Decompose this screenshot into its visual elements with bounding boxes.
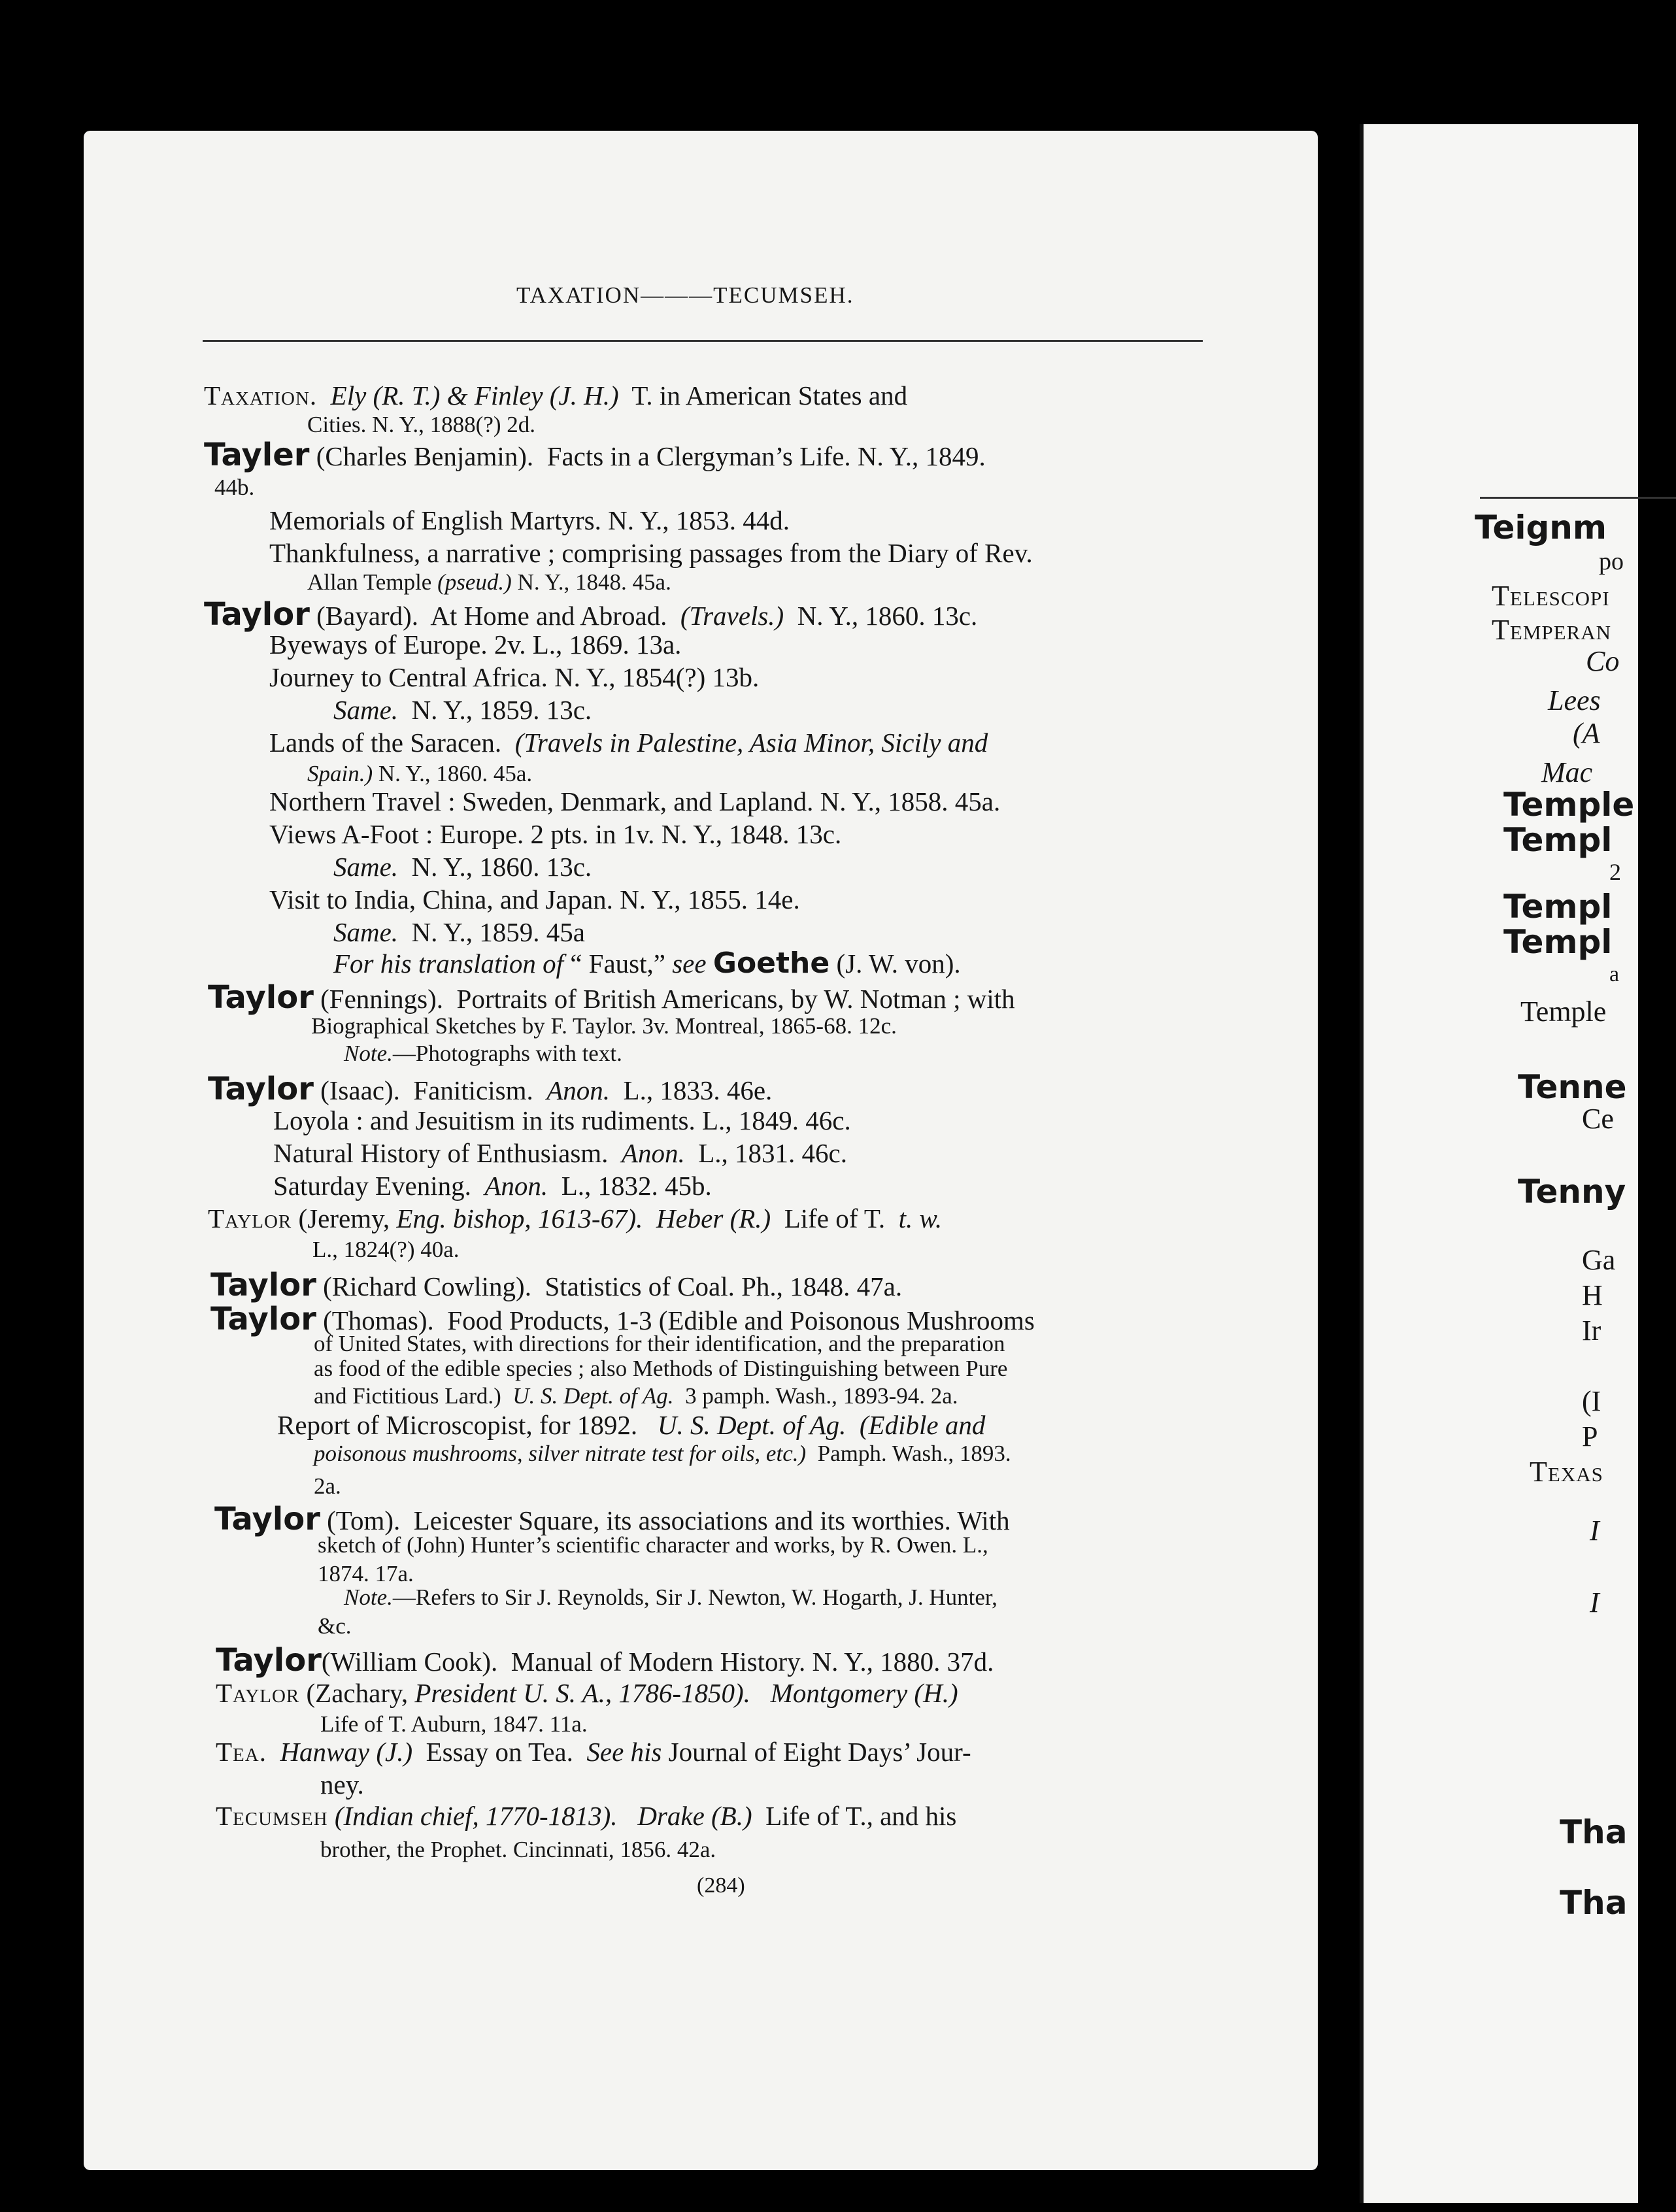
- entry-head: Taylor: [208, 979, 314, 1016]
- page-number: (284): [697, 1873, 745, 1898]
- entry-title2: Journal of Eight Days’ Jour-: [668, 1737, 971, 1767]
- work-note: (Edible and: [859, 1410, 986, 1440]
- entry-title: Food Products, 1-3 (Edible and Poisonous Mushrooms: [447, 1305, 1035, 1335]
- header-left: TAXATION: [516, 282, 641, 308]
- work: Views A-Foot : Europe. 2 pts. in 1v. N. Y., 1848. 13c.: [269, 819, 842, 849]
- note-label: Note.: [344, 1041, 393, 1066]
- entry-title: Facts in a Clergyman’s Life. N. Y., 1849.: [546, 441, 986, 471]
- xref-head: Goethe: [712, 947, 830, 980]
- entry-desc: (Indian chief, 1770-1813).: [334, 1801, 618, 1831]
- rp-entry-tenne: Tenne: [1518, 1068, 1627, 1106]
- work: Thankfulness, a narrative ; comprising passages from the Diary of Rev.: [269, 538, 1033, 568]
- work-title: Lands of the Saracen.: [269, 728, 502, 758]
- entry-head: Taylor: [214, 1501, 320, 1537]
- entry-desc: Eng. bishop, 1613-67).: [396, 1203, 643, 1233]
- entry-author: Montgomery (H.): [770, 1678, 958, 1708]
- work-title: Saturday Evening.: [273, 1171, 471, 1201]
- entry-cont: sketch of (John) Hunter’s scientific character and works, by R. Owen. L.,: [318, 1532, 988, 1558]
- same-label: Same.: [333, 695, 399, 725]
- entry-title: Faniticism.: [413, 1075, 533, 1105]
- rp-line: Lees: [1548, 684, 1601, 716]
- entry-author: Ely (R. T.) & Finley (J. H.): [330, 380, 619, 411]
- same-imprint: N. Y., 1859. 13c.: [411, 695, 592, 725]
- work-title: Report of Microscopist, for 1892.: [277, 1410, 638, 1440]
- work-imprint: N. Y., 1848. 45a.: [517, 569, 671, 595]
- work-cont: 2a.: [314, 1473, 341, 1499]
- work: Memorials of English Martyrs. N. Y., 1853. 44d.: [269, 505, 790, 535]
- entry-taylor-fennings: [208, 979, 1015, 1016]
- entry-cont: 1874. 17a.: [318, 1561, 414, 1586]
- rp-line: Temperan: [1492, 614, 1612, 646]
- entry-head: Tayler: [204, 437, 310, 473]
- rp-line: (A: [1573, 717, 1600, 749]
- work: Northern Travel : Sweden, Denmark, and Lapland. N. Y., 1858. 45a.: [269, 786, 1001, 816]
- work-cont: [314, 1442, 1011, 1465]
- note-label: Note.: [344, 1584, 393, 1610]
- entry-note: [344, 1586, 997, 1609]
- entry-taylor-jeremy: [208, 1205, 942, 1232]
- rp-line: Co: [1586, 645, 1620, 677]
- work: [273, 1173, 712, 1199]
- entry-cont: [314, 1384, 958, 1407]
- rp-line: P: [1582, 1420, 1598, 1452]
- entry-taylor-tom: [214, 1503, 1010, 1535]
- entry-name: (William Cook).: [321, 1647, 498, 1677]
- rp-entry-tha: Tha: [1560, 1813, 1628, 1851]
- entry-name: (Charles Benjamin).: [316, 441, 534, 471]
- note-text: —Refers to Sir J. Reynolds, Sir J. Newton, W. Hogarth, J. Hunter,: [392, 1584, 997, 1610]
- work-author: U. S. Dept. of Ag.: [657, 1410, 846, 1440]
- work: [277, 1412, 985, 1439]
- rp-line: Ce: [1582, 1103, 1614, 1135]
- rp-line: Temple: [1520, 996, 1607, 1028]
- entry-head: Tea.: [216, 1737, 267, 1767]
- entry-title: Statistics of Coal. Ph., 1848. 47a.: [545, 1271, 903, 1301]
- rp-entry-temple: Templ: [1503, 821, 1613, 859]
- rp-entry-temple: Temple: [1503, 786, 1635, 824]
- work: Journey to Central Africa. N. Y., 1854(?) 13b.: [269, 662, 760, 692]
- xref-see: see: [672, 948, 707, 979]
- entry-tayler: [204, 439, 986, 471]
- entry-cont: ney.: [320, 1769, 364, 1800]
- header-dash: ———: [641, 282, 714, 308]
- rp-entry-temple: Templ: [1503, 923, 1613, 961]
- entry-anon: Anon.: [546, 1075, 611, 1105]
- entry-cont: as food of the edible species ; also Methods of Distinguishing between Pure: [314, 1356, 1008, 1381]
- work: [273, 1140, 847, 1167]
- entry-taylor-richard: [210, 1269, 902, 1301]
- entry-cont: 44b.: [214, 475, 255, 500]
- rp-line: Texas: [1530, 1456, 1603, 1488]
- rp-entry-teignm: Teignm: [1475, 509, 1607, 546]
- header-right: TECUMSEH.: [713, 282, 854, 308]
- entry-taylor-bayard: [204, 596, 978, 633]
- rp-line: I: [1590, 1515, 1600, 1547]
- entry-desc: President U. S. A., 1786-1850).: [414, 1678, 750, 1708]
- entry-cont: of United States, with directions for their identification, and the preparation: [314, 1331, 1005, 1356]
- rp-line: H: [1582, 1279, 1603, 1311]
- entry-cont: Life of T. Auburn, 1847. 11a.: [320, 1711, 588, 1737]
- rp-line: Ir: [1582, 1315, 1601, 1347]
- work: Visit to India, China, and Japan. N. Y., 1855. 14e.: [269, 884, 800, 914]
- entry-title: Portraits of British Americans, by W. Notman ; with: [456, 984, 1015, 1014]
- entry-note: (Travels.): [680, 601, 784, 631]
- entry-title: T. in American States and: [631, 380, 908, 411]
- entry-cont: L., 1824(?) 40a.: [312, 1237, 460, 1262]
- work: Byeways of Europe. 2v. L., 1869. 13a.: [269, 629, 682, 660]
- work-same: [333, 854, 592, 880]
- entry-name: (Jeremy,: [298, 1203, 390, 1233]
- entry-tw: t. w.: [898, 1203, 943, 1233]
- entry-note: [344, 1042, 622, 1065]
- work-title: Natural History of Enthusiasm.: [273, 1138, 609, 1168]
- entry-taylor-william: [216, 1642, 994, 1679]
- rp-line: (I: [1582, 1385, 1601, 1417]
- rp-line: a: [1609, 962, 1620, 986]
- entry-head: Taylor: [216, 1678, 300, 1708]
- work-imprint: L., 1832. 45b.: [561, 1171, 712, 1201]
- work-same: [333, 697, 592, 724]
- work-same: [333, 919, 585, 946]
- entry-tea: [216, 1739, 971, 1766]
- rp-entry-tenny: Tenny: [1518, 1173, 1626, 1211]
- entry-author: Drake (B.): [637, 1801, 752, 1831]
- entry-title: Leicester Square, its associations and its worthies. With: [413, 1505, 1010, 1535]
- cross-reference: [333, 949, 961, 978]
- entry-name: (Richard Cowling).: [323, 1271, 531, 1301]
- work-note: Spain.): [307, 761, 373, 786]
- rp-entry-temple: Templ: [1503, 888, 1613, 926]
- entry-note-cont: &c.: [318, 1613, 352, 1639]
- work-imprint: N. Y., 1860. 45a.: [378, 761, 533, 786]
- entry-title: Life of T.: [784, 1203, 886, 1233]
- work-anon: Anon.: [484, 1171, 548, 1201]
- work-imprint: Pamph. Wash., 1893.: [817, 1441, 1011, 1466]
- rp-line: I: [1590, 1586, 1600, 1618]
- entry-head: Taylor: [216, 1642, 322, 1679]
- entry-head: Taylor: [210, 1267, 316, 1303]
- entry-title: Manual of Modern History. N. Y., 1880. 37d.: [511, 1647, 994, 1677]
- entry-imprint: N. Y., 1860. 13c.: [797, 601, 978, 631]
- entry-title: At Home and Abroad.: [430, 601, 667, 631]
- entry-taylor-thomas: [210, 1303, 1035, 1335]
- work-note: (pseud.): [437, 569, 512, 595]
- entry-taylor-zachary: [216, 1680, 958, 1707]
- rp-line: po: [1599, 548, 1624, 575]
- rp-entry-tha: Tha: [1560, 1884, 1628, 1922]
- entry-taylor-isaac: [208, 1073, 772, 1105]
- same-label: Same.: [333, 852, 399, 882]
- xref-title: “ Faust,”: [570, 948, 665, 979]
- work-author: Allan Temple: [307, 569, 432, 595]
- xref-lead: For his translation of: [333, 948, 563, 979]
- entry-cont: Biographical Sketches by F. Taylor. 3v. Montreal, 1865-68. 12c.: [311, 1013, 897, 1039]
- entry-name: (Isaac).: [320, 1075, 400, 1105]
- note-text: —Photographs with text.: [392, 1041, 622, 1066]
- work: Loyola : and Jesuitism in its rudiments. L., 1849. 46c.: [273, 1105, 851, 1135]
- work-note: poisonous mushrooms, silver nitrate test for oils, etc.): [314, 1441, 807, 1466]
- header-rule: [203, 340, 1203, 342]
- entry-author: Hanway (J.): [280, 1737, 413, 1767]
- work-note: (Travels in Palestine, Asia Minor, Sicily and: [514, 728, 988, 758]
- work-anon: Anon.: [621, 1138, 685, 1168]
- right-page-rule: [1480, 497, 1676, 499]
- entry-head: Taylor: [208, 1071, 314, 1107]
- cont-author: U. S. Dept. of Ag.: [512, 1383, 674, 1409]
- entry-name: (Bayard).: [316, 601, 419, 631]
- running-header: [516, 282, 854, 309]
- entry-taxation: [204, 382, 907, 409]
- entry-title: Life of T., and his: [765, 1801, 957, 1831]
- same-label: Same.: [333, 917, 399, 947]
- xref-name: (J. W. von).: [836, 948, 961, 979]
- entry-head: Tecumseh: [216, 1801, 328, 1831]
- cont-imprint: 3 pamph. Wash., 1893-94. 2a.: [685, 1383, 958, 1409]
- entry-cont: Cities. N. Y., 1888(?) 2d.: [307, 412, 536, 437]
- entry-name: (Fennings).: [320, 984, 444, 1014]
- entry-tecumseh: [216, 1803, 956, 1830]
- cont-text: and Fictitious Lard.): [314, 1383, 501, 1409]
- rp-line: 2: [1609, 859, 1621, 885]
- work-cont: [307, 571, 671, 594]
- rp-line: Mac: [1541, 756, 1593, 788]
- entry-see: See his: [586, 1737, 662, 1767]
- work-cont: [307, 762, 532, 785]
- same-imprint: N. Y., 1859. 45a: [411, 917, 585, 947]
- work-imprint: L., 1831. 46c.: [698, 1138, 847, 1168]
- entry-head: Taylor: [204, 596, 310, 633]
- entry-head: Taxation.: [204, 380, 318, 411]
- entry-author: Heber (R.): [656, 1203, 771, 1233]
- rp-line: Ga: [1582, 1244, 1616, 1276]
- entry-name: (Thomas).: [323, 1305, 434, 1335]
- work: [269, 729, 988, 756]
- entry-name: (Zachary,: [306, 1678, 409, 1708]
- rp-line: Telescopi: [1492, 580, 1610, 612]
- entry-name: (Tom).: [327, 1505, 401, 1535]
- entry-imprint: L., 1833. 46e.: [623, 1075, 773, 1105]
- entry-head: Taylor: [210, 1301, 316, 1337]
- entry-head: Taylor: [208, 1203, 292, 1233]
- entry-title: Essay on Tea.: [426, 1737, 573, 1767]
- entry-cont: brother, the Prophet. Cincinnati, 1856. 42a.: [320, 1837, 716, 1862]
- same-imprint: N. Y., 1860. 13c.: [411, 852, 592, 882]
- right-page: [1360, 124, 1638, 2203]
